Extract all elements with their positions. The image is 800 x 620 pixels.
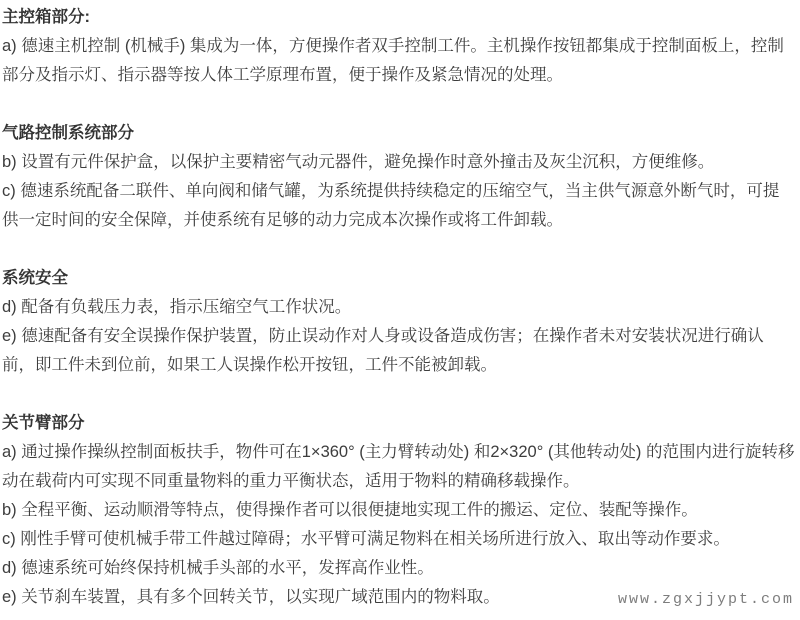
paragraph: d) 配备有负载压力表，指示压缩空气工作状况。 [2, 298, 352, 316]
site-watermark: www.zgxjjypt.com [617, 591, 794, 608]
paragraph: e) 关节刹车装置，具有多个回转关节，以实现广域范围内的物料取。 [2, 588, 500, 606]
section-items [2, 438, 795, 612]
paragraph: b) 设置有元件保护盒，以保护主要精密气动元器件，避免操作时意外撞击及灰尘沉积，方便维修。 [2, 153, 715, 171]
section-heading: 气路控制系统部分 [2, 124, 134, 142]
paragraph: a) 德速主机控制 (机械手) 集成为一体，方便操作者双手控制工件。主机操作按钮都集成于控制面板上，控制部分及指示灯、指示器等按人体工学原理布置，便于操作及紧急情况的处理。 [2, 37, 784, 84]
paragraph: c) 德速系统配备二联件、单向阀和储气罐，为系统提供持续稳定的压缩空气，当主供气源意外断气时，可提供一定时间的安全保障，并使系统有足够的动力完成本次操作或将工件卸载。 [2, 182, 780, 229]
section-heading: 主控箱部分: [2, 8, 90, 26]
paragraph: d) 德速系统可始终保持机械手头部的水平，发挥高作业性。 [2, 559, 434, 577]
paragraph: c) 刚性手臂可使机械手带工件越过障碍；水平臂可满足物料在相关场所进行放入、取出等动作要求。 [2, 530, 730, 548]
document-section [2, 119, 795, 235]
paragraph: a) 通过操作操纵控制面板扶手，物件可在1×360° (主力臂转动处) 和2×320° (其他转动处) 的范围内进行旋转移动在载荷内可实现不同重量物料的重力平衡状态，适用于物料的精确移载操作。 [2, 443, 795, 490]
section-heading: 系统安全 [2, 269, 68, 287]
section-items [2, 293, 795, 380]
section-items [2, 32, 795, 90]
document-section [2, 264, 795, 380]
section-heading: 关节臂部分 [2, 414, 85, 432]
document-section [2, 3, 795, 90]
section-items [2, 148, 795, 235]
paragraph: e) 德速配备有安全误操作保护装置，防止误动作对人身或设备造成伤害；在操作者未对安装状况进行确认前，即工件未到位前，如果工人误操作松开按钮，工件不能被卸载。 [2, 327, 764, 374]
paragraph: b) 全程平衡、运动顺滑等特点，使得操作者可以很便捷地实现工件的搬运、定位、装配等操作。 [2, 501, 698, 519]
document-section [2, 409, 795, 612]
